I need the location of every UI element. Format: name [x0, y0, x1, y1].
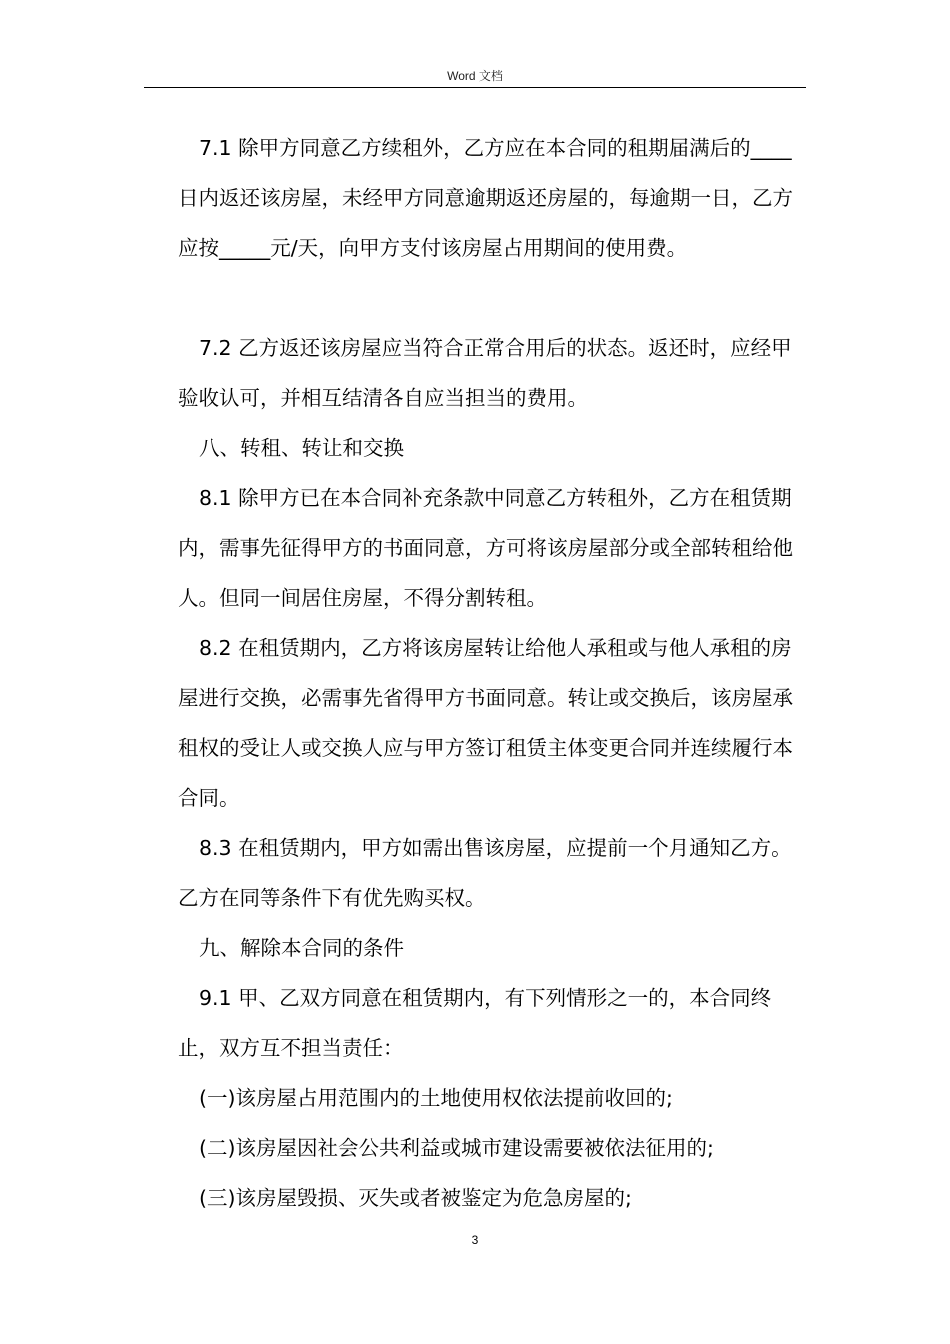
- paragraph-gap: [178, 273, 806, 323]
- list-item: (二)该房屋因社会公共利益或城市建设需要被依法征用的;: [199, 1136, 714, 1160]
- clause-7-2: 7.2 乙方返还该房屋应当符合正常合用后的状态。返还时，应经甲验收认可，并相互结清各自应当担当的费用。: [178, 336, 792, 410]
- page-header: Word 文档: [447, 69, 503, 83]
- clause-8-3: 8.3 在租赁期内，甲方如需出售该房屋，应提前一个月通知乙方。乙方在同等条件下有优先购买权。: [178, 836, 792, 910]
- section-heading-8: 八、转租、转让和交换: [199, 436, 404, 460]
- header-divider: [144, 87, 806, 88]
- list-item: (一)该房屋占用范围内的土地使用权依法提前收回的;: [199, 1086, 673, 1110]
- page-number: 3: [471, 1233, 479, 1247]
- clause-8-1: 8.1 除甲方已在本合同补充条款中同意乙方转租外，乙方在租赁期内，需事先征得甲方的书面同意，方可将该房屋部分或全部转租给他人。但同一间居住房屋，不得分割转租。: [178, 486, 793, 610]
- clause-8-2: 8.2 在租赁期内，乙方将该房屋转让给他人承租或与他人承租的房屋进行交换，必需事先省得甲方书面同意。转让或交换后，该房屋承租权的受让人或交换人应与甲方签订租赁主体变更合同并连续履行本合同。: [178, 636, 793, 810]
- clause-9-1: 9.1 甲、乙双方同意在租赁期内，有下列情形之一的，本合同终止，双方互不担当责任：: [178, 986, 772, 1060]
- list-item: (三)该房屋毁损、灭失或者被鉴定为危急房屋的;: [199, 1186, 632, 1210]
- section-heading-9: 九、解除本合同的条件: [199, 936, 404, 960]
- document-body: [178, 123, 806, 1223]
- clause-7-1: 7.1 除甲方同意乙方续租外，乙方应在本合同的租期届满后的____日内返还该房屋，未经甲方同意逾期返还房屋的，每逾期一日，乙方应按_____元/天，向甲方支付该房屋占用期间的使用费。: [178, 136, 793, 260]
